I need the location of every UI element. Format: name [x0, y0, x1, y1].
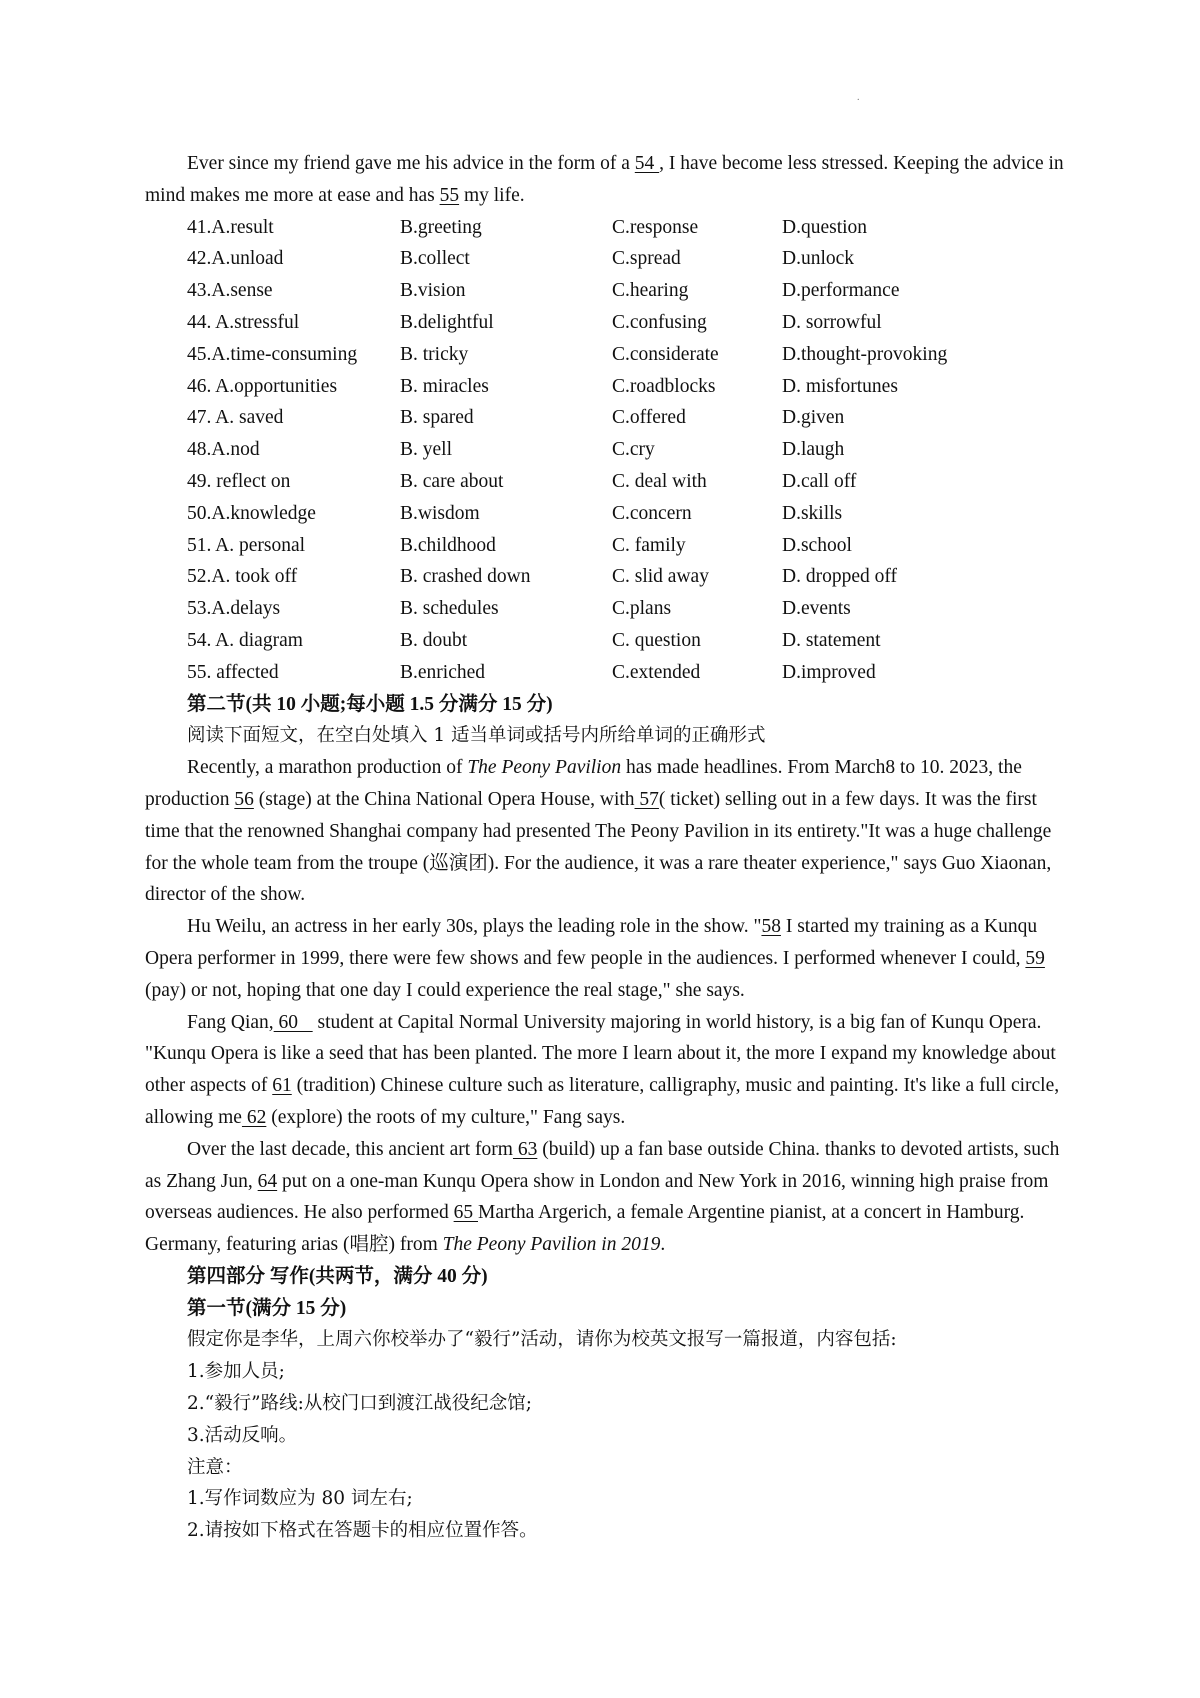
- option-b: B. tricky: [400, 343, 469, 365]
- option-b: B. care about: [400, 470, 504, 492]
- option-d: D.thought-provoking: [782, 343, 948, 365]
- option-b: B.delightful: [400, 311, 494, 333]
- option-c: C.hearing: [612, 280, 689, 302]
- exam-page: [145, 148, 1075, 1547]
- option-c: C.cry: [612, 439, 655, 461]
- option-b: B. yell: [400, 439, 452, 461]
- option-c: C. family: [612, 534, 686, 556]
- option-a: 43.A.sense: [187, 280, 273, 302]
- option-c: C.roadblocks: [612, 375, 716, 397]
- option-row: [145, 307, 1075, 339]
- option-b: B.collect: [400, 248, 470, 270]
- option-a: 41.A.result: [187, 216, 274, 238]
- section2-instruction: 阅读下面短文，在空白处填入 1 适当单词或括号内所给单词的正确形式: [187, 725, 766, 747]
- writing-note-2: 2.请按如下格式在答题卡的相应位置作答。: [187, 1520, 538, 1542]
- writing-item-1: 1.参加人员;: [187, 1361, 285, 1383]
- option-a: 54. A. diagram: [187, 629, 303, 651]
- option-row: [145, 402, 1075, 434]
- option-c: C.confusing: [612, 311, 707, 333]
- option-a: 46. A.opportunities: [187, 375, 338, 397]
- blank-62: 62: [241, 1106, 267, 1128]
- option-c: C. question: [612, 629, 701, 651]
- option-d: D.question: [782, 216, 868, 238]
- option-row: [145, 593, 1075, 625]
- option-a: 49. reflect on: [187, 470, 291, 492]
- option-row: [145, 243, 1075, 275]
- option-a: 55. affected: [187, 661, 279, 683]
- option-c: C.plans: [612, 598, 672, 620]
- option-b: B. doubt: [400, 629, 468, 651]
- option-row: [145, 275, 1075, 307]
- option-a: 47. A. saved: [187, 407, 284, 429]
- writing-item-2: 2.“毅行”路线:从校门口到渡江战役纪念馆;: [187, 1393, 533, 1415]
- option-b: B.greeting: [400, 216, 482, 238]
- blank-61: 61: [272, 1075, 292, 1097]
- part4-heading: 第四部分 写作(共两节，满分 40 分): [187, 1265, 488, 1287]
- option-c: C.offered: [612, 407, 686, 429]
- option-c: C.extended: [612, 661, 701, 683]
- option-d: D.skills: [782, 502, 843, 524]
- passage-paragraph-1: Recently, a marathon production of The Peony Pavilion has made headlines. From March8 to 10. 2023, the production 56 (stage) at the China National Opera House, with 57( ticket) selling out in a few days. It was the first time that the renowned Shanghai company had presented The Peony Pavilion in its entirety."It was a huge challenge for the whole team from the troupe (巡演团). For the audience, it was a rare theater experience," says Guo Xiaonan, director of the show.: [145, 757, 1052, 906]
- writing-task: 假定你是李华，上周六你校举办了“毅行”活动，请你为校英文报写一篇报道，内容包括:: [187, 1329, 897, 1351]
- option-b: B. crashed down: [400, 566, 531, 588]
- writing-item-3: 3.活动反响。: [187, 1424, 298, 1446]
- option-row: [145, 657, 1075, 689]
- option-row: [145, 339, 1075, 371]
- option-a: 48.A.nod: [187, 439, 260, 461]
- option-d: D.events: [782, 598, 851, 620]
- option-a: 50.A.knowledge: [187, 502, 316, 524]
- option-b: B.wisdom: [400, 502, 480, 524]
- options-table: [145, 212, 1075, 689]
- option-row: [145, 498, 1075, 530]
- blank-63: 63: [512, 1138, 538, 1160]
- blank-60: 60: [273, 1011, 313, 1033]
- option-row: [145, 212, 1075, 244]
- option-c: C.spread: [612, 248, 681, 270]
- blank-65: 65: [453, 1202, 478, 1224]
- blank-56: 56: [234, 788, 254, 810]
- option-d: D. misfortunes: [782, 375, 898, 397]
- option-d: D. sorrowful: [782, 311, 882, 333]
- option-d: D.improved: [782, 661, 876, 683]
- option-row: [145, 434, 1075, 466]
- writing-note-label: 注意：: [187, 1456, 243, 1478]
- intro-paragraph: Ever since my friend gave me his advice in the form of a 54 , I have become less stressed. Keeping the advice in mind makes me more at ease and has 55 my life.: [145, 153, 1064, 206]
- option-a: 51. A. personal: [187, 534, 306, 556]
- option-d: D. dropped off: [782, 566, 897, 588]
- option-d: D.performance: [782, 280, 900, 302]
- option-d: D.given: [782, 407, 845, 429]
- blank-58: 58: [761, 916, 781, 938]
- option-b: B. schedules: [400, 598, 499, 620]
- passage-paragraph-4: Over the last decade, this ancient art form 63 (build) up a fan base outside China. thanks to devoted artists, such as Zhang Jun, 64 put on a one-man Kunqu Opera show in London and New York in 2016, winning high praise from overseas audiences. He also performed 65 Martha Argerich, a female Argentine pianist, at a concert in Hamburg. Germany, featuring arias (唱腔) from The Peony Pavilion in 2019.: [145, 1138, 1060, 1256]
- blank-55: 55: [439, 184, 460, 206]
- option-d: D.school: [782, 534, 852, 556]
- passage-paragraph-3: Fang Qian, 60 student at Capital Normal University majoring in world history, is a big fan of Kunqu Opera. "Kunqu Opera is like a seed that has been planted. The more I learn about it, the more I expand my knowledge about other aspects of 61 (tradition) Chinese culture such as literature, calligraphy, music and painting. It's like a full circle, allowing me 62 (explore) the roots of my culture," Fang says.: [145, 1011, 1060, 1128]
- title-peony-pavilion: The Peony Pavilion: [467, 757, 622, 779]
- option-a: 53.A.delays: [187, 598, 281, 620]
- option-d: D.unlock: [782, 248, 855, 270]
- option-b: B.enriched: [400, 661, 486, 683]
- option-b: B. miracles: [400, 375, 489, 397]
- option-c: C.concern: [612, 502, 692, 524]
- passage-paragraph-2: Hu Weilu, an actress in her early 30s, plays the leading role in the show. "58 I started my training as a Kunqu Opera performer in 1999, there were few shows and few people in the audiences. I performed whenever I could, 59 (pay) or not, hoping that one day I could experience the real stage," she says.: [145, 916, 1045, 1001]
- option-a: 42.A.unload: [187, 248, 284, 270]
- top-mark: .: [857, 92, 860, 103]
- option-a: 45.A.time-consuming: [187, 343, 358, 365]
- blank-54: 54: [634, 153, 660, 174]
- title-peony-pavilion-2019: The Peony Pavilion in 2019: [442, 1234, 661, 1256]
- option-c: C. slid away: [612, 566, 709, 588]
- option-row: [145, 530, 1075, 562]
- part4-subheading: 第一节(满分 15 分): [187, 1297, 347, 1319]
- option-row: [145, 371, 1075, 403]
- option-b: B. spared: [400, 407, 474, 429]
- section2-heading: 第二节(共 10 小题;每小题 1.5 分满分 15 分): [187, 693, 553, 715]
- option-c: C. deal with: [612, 470, 707, 492]
- writing-note-1: 1.写作词数应为 80 词左右;: [187, 1488, 413, 1510]
- option-d: D. statement: [782, 629, 881, 651]
- option-c: C.response: [612, 216, 699, 238]
- option-row: [145, 466, 1075, 498]
- option-b: B.childhood: [400, 534, 496, 556]
- option-row: [145, 625, 1075, 657]
- blank-57: 57: [634, 788, 659, 810]
- blank-59: 59: [1025, 947, 1045, 969]
- blank-64: 64: [257, 1170, 278, 1192]
- option-row: [145, 561, 1075, 593]
- option-a: 52.A. took off: [187, 566, 298, 588]
- option-d: D.call off: [782, 470, 857, 492]
- option-d: D.laugh: [782, 439, 845, 461]
- option-a: 44. A.stressful: [187, 311, 300, 333]
- option-b: B.vision: [400, 280, 466, 302]
- option-c: C.considerate: [612, 343, 719, 365]
